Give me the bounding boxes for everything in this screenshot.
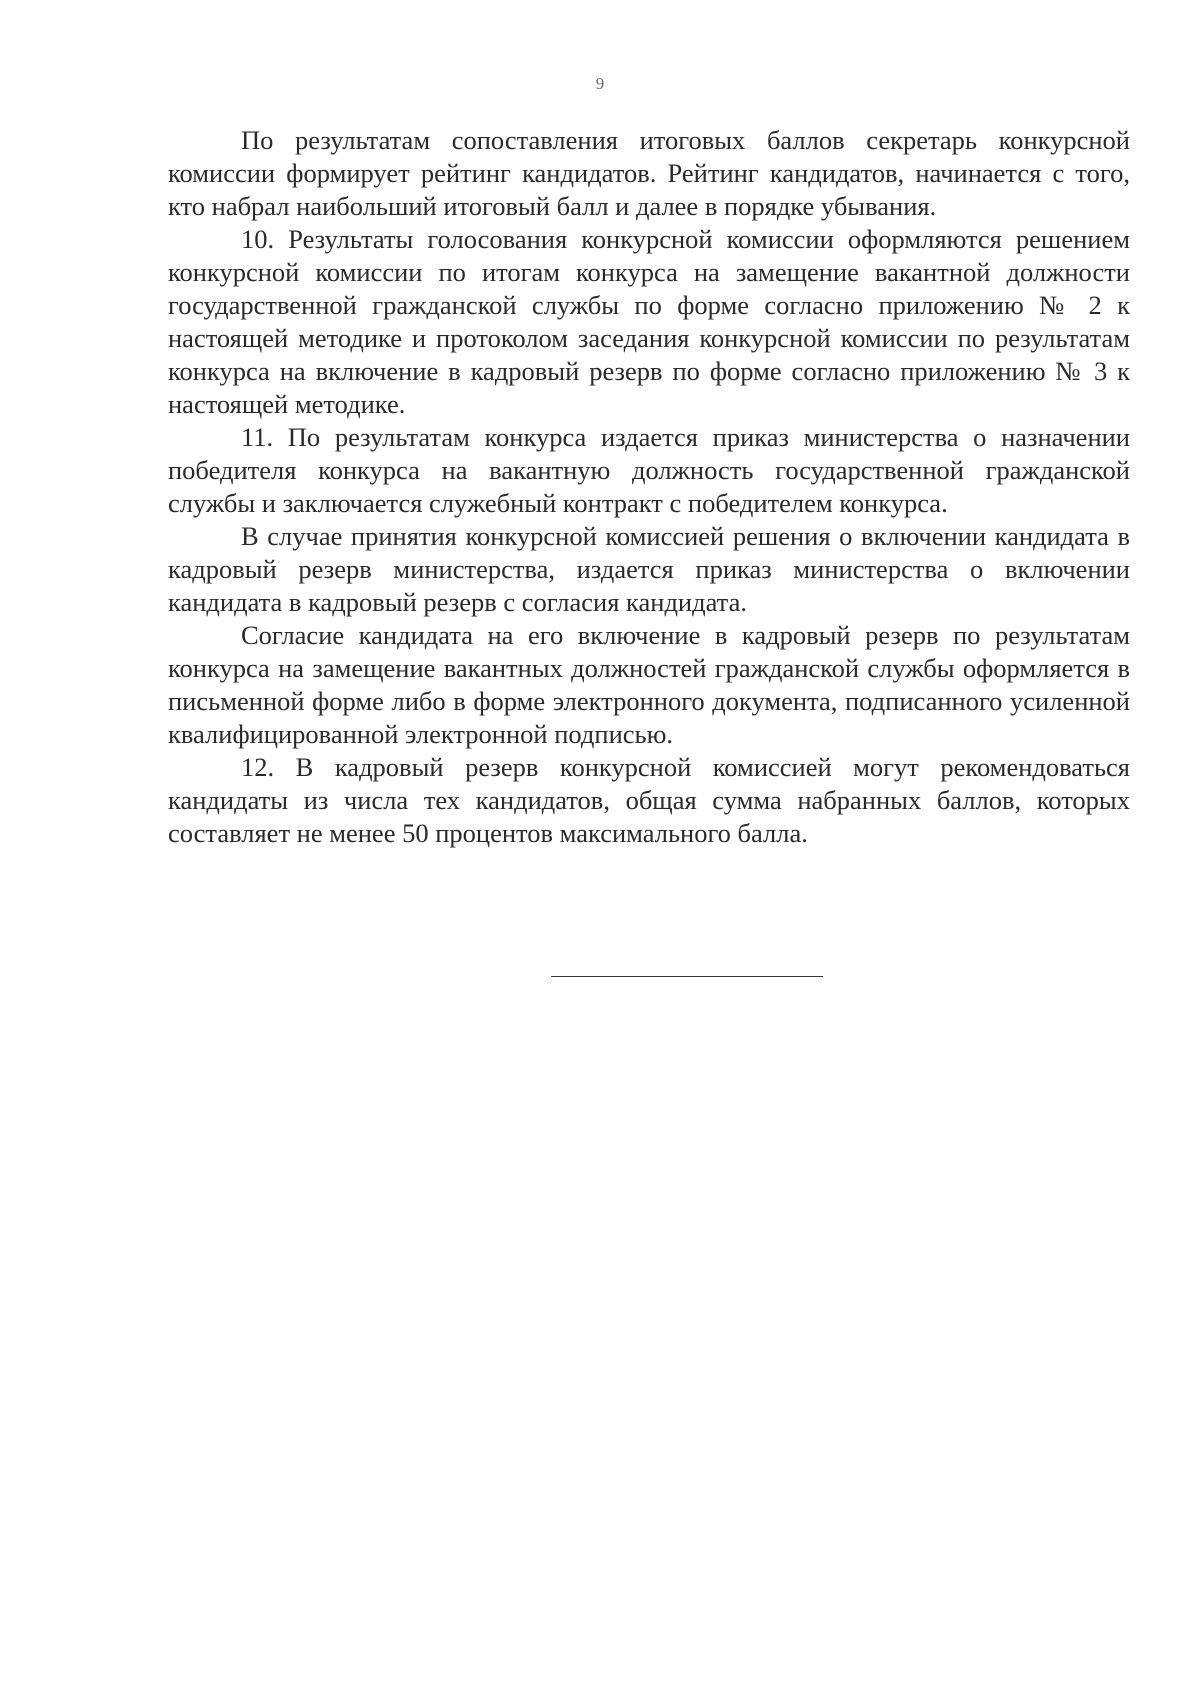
paragraph-candidate-consent: Согласие кандидата на его включение в кадровый резерв по результатам конкурса на замещение вакантных должностей гражданской службы оформляется в письменной форме либо в форме электронного документа, подписанного усиленной квалифицированной электронной подписью.: [168, 620, 1130, 749]
document-body: [168, 124, 1130, 850]
paragraph-12-recommendation: 12. В кадровый резерв конкурсной комиссией могут рекомендоваться кандидаты из числа тех кандидатов, общая сумма набранных баллов, которых составляет не менее 50 процентов максимального балла.: [168, 752, 1130, 848]
end-of-document-rule: [551, 976, 823, 977]
paragraph-reserve-decision: В случае принятия конкурсной комиссией решения о включении кандидата в кадровый резерв министерства, издается приказ министерства о включении кандидата в кадровый резерв с согласия кандидата.: [168, 521, 1130, 617]
page-number: 9: [595, 74, 605, 93]
paragraph-10-voting-results: 10. Результаты голосования конкурсной комиссии оформляются решением конкурсной комиссии по итогам конкурса на замещение вакантной должности государственной гражданской службы по форме согласно приложению № 2 к настоящей методике и протоколом заседания конкурсной комиссии по результатам конкурса на включение в кадровый резерв по форме согласно приложению № 3 к настоящей методике.: [168, 224, 1130, 419]
paragraph-rating: По результатам сопоставления итоговых баллов секретарь конкурсной комиссии формирует рейтинг кандидатов. Рейтинг кандидатов, начинается с того, кто набрал наибольший итоговый балл и далее в порядке убывания.: [168, 125, 1130, 221]
paragraph-11-order: 11. По результатам конкурса издается приказ министерства о назначении победителя конкурса на вакантную должность государственной гражданской службы и заключается служебный контракт с победителем конкурса.: [168, 422, 1130, 518]
